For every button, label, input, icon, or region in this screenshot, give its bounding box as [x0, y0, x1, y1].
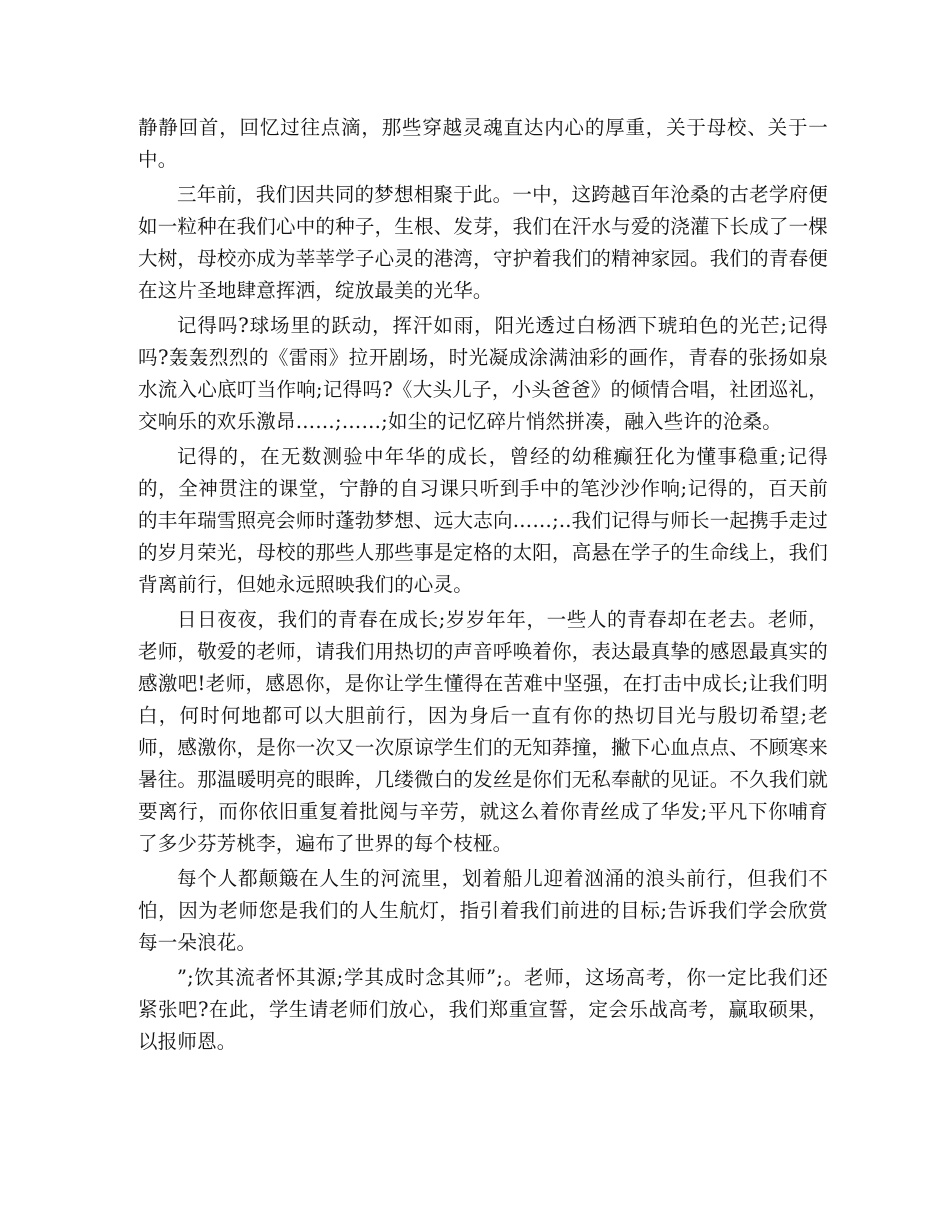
paragraph-2: 三年前，我们因共同的梦想相聚于此。一中，这跨越百年沧桑的古老学府便如一粒种在我们心中的种子，生根、发芽，我们在汗水与爱的浇灌下长成了一棵大树，母校亦成为莘莘学子心灵的港湾，守护着我们的精神家园。我们的青春便在这片圣地肆意挥洒，绽放最美的光华。 [138, 183, 828, 302]
paragraph-3: 记得吗?球场里的跃动，挥汗如雨，阳光透过白杨洒下琥珀色的光芒;记得吗?轰轰烈烈的《雷雨》拉开剧场，时光凝成涂满油彩的画作，青春的张扬如泉水流入心底叮当作响;记得吗?《大头儿子，小头爸爸》的倾情合唱，社团巡礼，交响乐的欢乐激昂……;……;如尘的记忆碎片悄然拼凑，融入些许的沧桑。 [138, 314, 828, 433]
document-body [138, 112, 828, 1061]
paragraph-4: 记得的，在无数测验中年华的成长，曾经的幼稚癫狂化为懂事稳重;记得的，全神贯注的课堂，宁静的自习课只听到手中的笔沙沙作响;记得的，百天前的丰年瑞雪照亮会师时蓬勃梦想、远大志向……;..我们记得与师长一起携手走过的岁月荣光，母校的那些人那些事是定格的太阳，高悬在学子的生命线上，我们背离前行，但她永远照映我们的心灵。 [138, 445, 828, 596]
paragraph-7: ”;饮其流者怀其源;学其成时念其师”;。老师，这场高考，你一定比我们还紧张吧?在此，学生请老师们放心，我们郑重宣誓，定会乐战高考，赢取硕果，以报师恩。 [138, 966, 828, 1053]
paragraph-6: 每个人都颠簸在人生的河流里，划着船儿迎着汹涌的浪头前行，但我们不怕，因为老师您是我们的人生航灯，指引着我们前进的目标;告诉我们学会欣赏每一朵浪花。 [138, 867, 828, 954]
paragraph-5: 日日夜夜，我们的青春在成长;岁岁年年，一些人的青春却在老去。老师，老师，敬爱的老师，请我们用热切的声音呼唤着你，表达最真挚的感恩最真实的感激吧!老师，感恩你，是你让学生懂得在苦难中坚强，在打击中成长;让我们明白，何时何地都可以大胆前行，因为身后一直有你的热切目光与殷切希望;老师，感激你，是你一次又一次原谅学生们的无知莽撞，撇下心血点点、不顾寒来暑往。那温暖明亮的眼眸，几缕微白的发丝是你们无私奉献的见证。不久我们就要离行，而你依旧重复着批阅与辛劳，就这么着你青丝成了华发;平凡下你哺育了多少芬芳桃李，遍布了世界的每个枝桠。 [138, 608, 828, 855]
paragraph-1: 静静回首，回忆过往点滴，那些穿越灵魂直达内心的厚重，关于母校、关于一中。 [138, 116, 828, 171]
